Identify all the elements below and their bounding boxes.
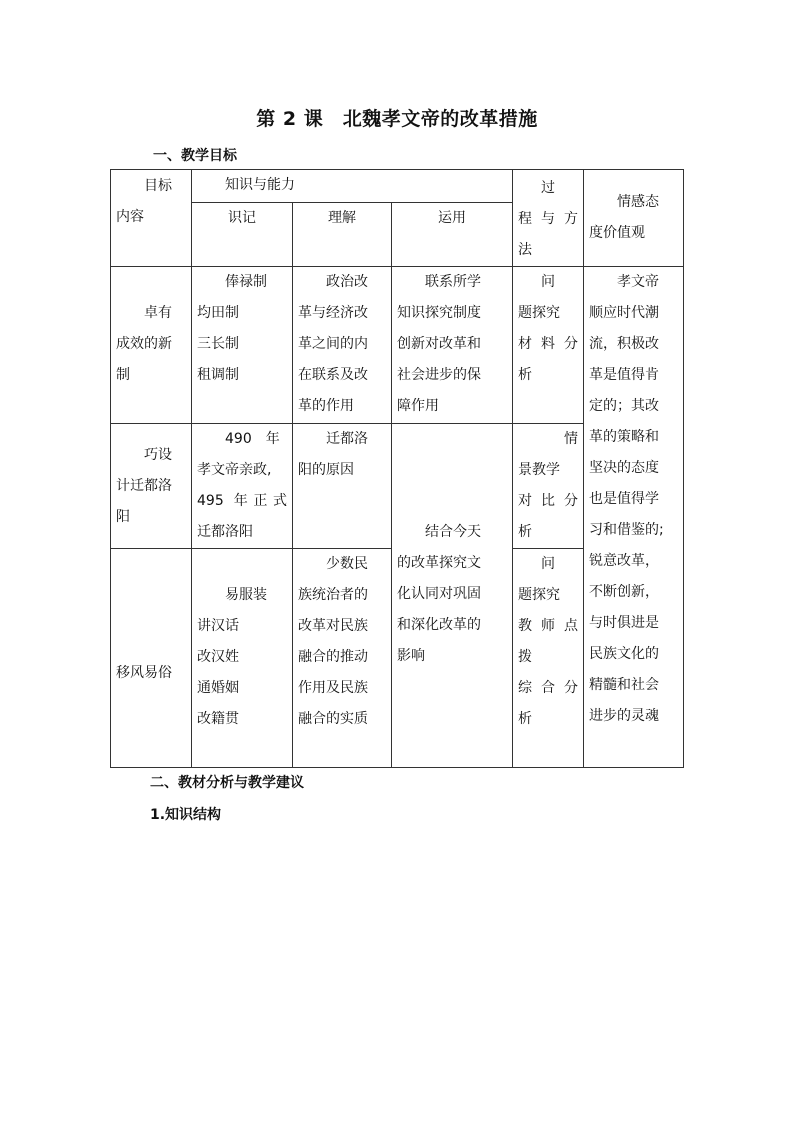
row2-recall-line: 495 年正式 — [197, 493, 287, 509]
row3-understand-line: 融合的实质 — [298, 711, 368, 727]
row1-apply-line: 知识探究制度 — [397, 305, 481, 321]
row3-understand-line: 改革对民族 — [298, 618, 368, 634]
row3-recall-line: 易服装 — [225, 587, 267, 603]
header-corner-cell — [111, 170, 192, 267]
row3-understand-cell — [293, 549, 392, 768]
process-header-line: 程与方 — [518, 211, 578, 227]
row1-process-cell — [513, 267, 584, 424]
apply-merged-line: 影响 — [397, 648, 425, 664]
row2-recall-line: 孝文帝亲政, — [197, 462, 272, 478]
row2-recall-line: 490 年 — [225, 431, 280, 447]
apply-merged-line: 化认同对巩固 — [397, 586, 481, 602]
row1-process-line: 材料分 — [518, 336, 578, 352]
emotion-line: 锐意改革， — [589, 553, 659, 569]
row3-process-cell — [513, 549, 584, 768]
row3-understand-line: 少数民 — [326, 556, 368, 572]
emotion-line: 革的策略和 — [589, 429, 659, 445]
row2-content-line: 巧设 — [144, 447, 172, 463]
emotion-line: 精髓和社会 — [589, 677, 659, 693]
row3-process-line: 拨 — [518, 649, 532, 665]
header-apply: 运用 — [392, 203, 513, 267]
row2-process-line: 情 — [564, 431, 578, 447]
row1-apply-line: 联系所学 — [425, 274, 481, 290]
apply-merged-line: 和深化改革的 — [397, 617, 481, 633]
emotion-line: 顺应时代潮 — [589, 305, 659, 321]
row1-content-cell — [111, 267, 192, 424]
row2-row3-apply-cell — [392, 424, 513, 768]
row1-process-line: 问 — [541, 274, 555, 290]
row2-process-line: 对比分 — [518, 493, 578, 509]
row1-content-line: 成效的新 — [116, 336, 172, 352]
section-heading-material-analysis: 二、教材分析与教学建议 — [150, 775, 304, 791]
row1-understand-line: 政治改 — [326, 274, 368, 290]
header-emotion-values — [584, 170, 684, 267]
row1-apply-line: 创新对改革和 — [397, 336, 481, 352]
row1-process-line: 题探究 — [518, 305, 560, 321]
page-title: 第 2 课 北魏孝文帝的改革措施 — [256, 108, 538, 130]
row3-understand-line: 作用及民族 — [298, 680, 368, 696]
row3-recall-line: 通婚姻 — [197, 680, 239, 696]
row3-process-line: 问 — [541, 556, 555, 572]
emotion-line: 孝文帝 — [617, 274, 659, 290]
emotion-line: 流，积极改 — [589, 336, 659, 352]
row2-understand-line: 阳的原因 — [298, 462, 354, 478]
row2-content-line: 阳 — [116, 509, 130, 525]
row3-content-line: 移风易俗 — [116, 665, 172, 681]
row2-process-line: 析 — [518, 524, 532, 540]
row1-content-line: 制 — [116, 367, 130, 383]
row2-understand-cell — [293, 424, 392, 549]
row1-apply-line: 社会进步的保 — [397, 367, 481, 383]
row1-understand-line: 在联系及改 — [298, 367, 368, 383]
row1-recall-cell — [192, 267, 293, 424]
row3-recall-line: 改籍贯 — [197, 711, 239, 727]
row3-recall-line: 讲汉话 — [197, 618, 239, 634]
row2-process-line: 景教学 — [518, 462, 560, 478]
row2-understand-line: 迁都洛 — [326, 431, 368, 447]
row2-process-cell — [513, 424, 584, 549]
row3-understand-line: 融合的推动 — [298, 649, 368, 665]
emotion-line: 进步的灵魂 — [589, 708, 659, 724]
emotion-line: 也是值得学 — [589, 491, 659, 507]
row2-recall-line: 迁都洛阳 — [197, 524, 253, 540]
row1-content-line: 卓有 — [144, 305, 172, 321]
row3-content-cell — [111, 549, 192, 768]
row3-process-line: 综合分 — [518, 680, 578, 696]
row1-process-line: 析 — [518, 367, 532, 383]
emotion-line: 习和借鉴的; — [589, 522, 664, 538]
row3-understand-line: 族统治者的 — [298, 587, 368, 603]
header-understand: 理解 — [293, 203, 392, 267]
process-header-line: 过 — [541, 180, 555, 196]
row3-recall-cell — [192, 549, 293, 768]
row3-recall-line: 改汉姓 — [197, 649, 239, 665]
header-knowledge-ability: 知识与能力 — [192, 170, 513, 203]
emotion-line: 革是值得肯 — [589, 367, 659, 383]
row1-recall-line: 俸禄制 — [225, 274, 267, 290]
emotion-line: 定的；其改 — [589, 398, 659, 414]
emotion-line: 坚决的态度 — [589, 460, 659, 476]
row1-recall-line: 三长制 — [197, 336, 239, 352]
emotion-header-line: 度价值观 — [589, 225, 645, 241]
emotion-header-line: 情感态 — [617, 194, 659, 210]
apply-merged-line: 结合今天 — [425, 524, 481, 540]
corner-label-goal: 目标 — [144, 178, 172, 194]
header-recall: 识记 — [192, 203, 293, 267]
row1-understand-line: 革的作用 — [298, 398, 354, 414]
emotion-line: 民族文化的 — [589, 646, 659, 662]
row1-understand-cell — [293, 267, 392, 424]
emotion-line: 不断创新， — [589, 584, 659, 600]
row1-apply-cell — [392, 267, 513, 424]
teaching-goals-table — [110, 169, 684, 768]
emotion-line: 与时俱进是 — [589, 615, 659, 631]
row1-recall-line: 均田制 — [197, 305, 239, 321]
row2-content-cell — [111, 424, 192, 549]
row1-understand-line: 革之间的内 — [298, 336, 368, 352]
emotion-values-cell — [584, 267, 684, 768]
row1-apply-line: 障作用 — [397, 398, 439, 414]
section-heading-teaching-goals: 一、教学目标 — [153, 148, 237, 164]
apply-merged-line: 的改革探究文 — [397, 555, 481, 571]
row3-process-line: 析 — [518, 711, 532, 727]
row3-process-line: 教师点 — [518, 618, 578, 634]
row1-recall-line: 租调制 — [197, 367, 239, 383]
header-process-method — [513, 170, 584, 267]
row3-process-line: 题探究 — [518, 587, 560, 603]
row2-recall-cell — [192, 424, 293, 549]
row1-understand-line: 革与经济改 — [298, 305, 368, 321]
subsection-heading-knowledge-structure: 1.知识结构 — [150, 807, 222, 823]
process-header-line: 法 — [518, 242, 532, 258]
corner-label-content: 内容 — [116, 209, 144, 225]
row2-content-line: 计迁都洛 — [116, 478, 172, 494]
